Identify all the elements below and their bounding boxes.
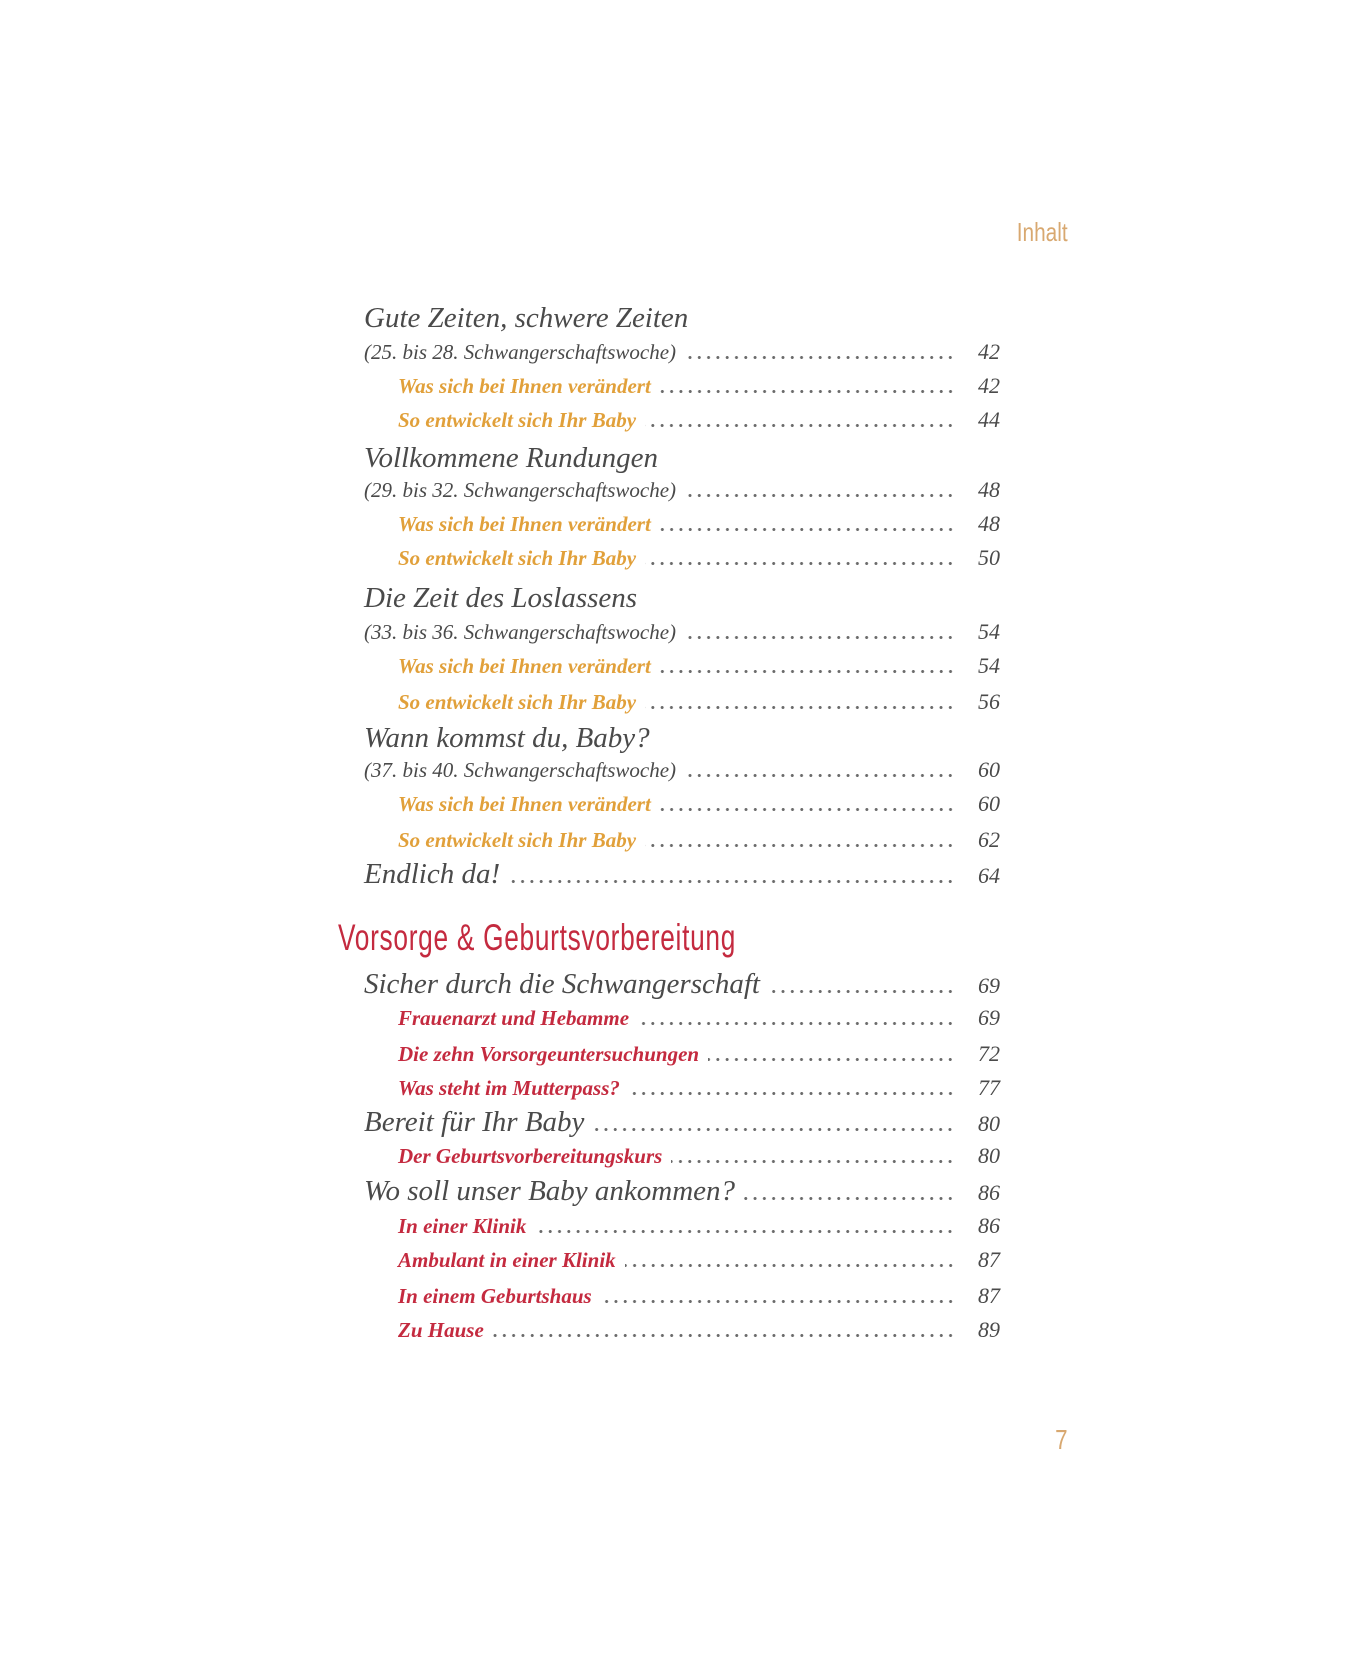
toc-chapter-entry	[364, 1102, 1000, 1142]
subentry-label: Zu Hause	[398, 1318, 484, 1342]
subentry-label: So entwickelt sich Ihr Baby	[398, 546, 637, 570]
chapter-label: Wo soll unser Baby ankommen?	[364, 1175, 736, 1207]
dot-leader	[685, 636, 955, 639]
page-ref: 42	[978, 339, 1000, 364]
toc-subentry	[398, 507, 1000, 541]
page-ref: 50	[978, 545, 1000, 570]
dot-leader	[671, 1160, 955, 1163]
toc-subentry	[398, 1209, 1000, 1243]
dot-leader	[638, 1022, 955, 1025]
toc-week-range-entry	[364, 473, 1000, 507]
page-ref: 44	[978, 407, 1000, 432]
toc-subentry	[398, 403, 1000, 437]
running-head: Inhalt	[1017, 217, 1068, 247]
subentry-label: Frauenarzt und Hebamme	[398, 1006, 630, 1030]
page-ref: 54	[978, 653, 1000, 678]
dot-leader	[601, 1300, 955, 1303]
page-ref: 60	[978, 757, 1000, 782]
subentry-label: Die zehn Vorsorgeuntersuchungen	[398, 1042, 700, 1066]
toc-subentry	[398, 1313, 1000, 1347]
page-ref: 60	[978, 791, 1000, 816]
dot-leader	[685, 774, 955, 777]
subentry-label: Der Geburtsvorbereitungskurs	[398, 1144, 663, 1168]
page-number: 7	[1055, 1424, 1068, 1455]
page-ref: 77	[978, 1075, 1000, 1100]
page-ref: 80	[978, 1143, 1000, 1168]
dot-leader	[625, 1264, 955, 1267]
dot-leader	[769, 990, 955, 993]
dot-leader	[535, 1230, 955, 1233]
toc-subentry	[398, 823, 1000, 857]
page-ref: 86	[978, 1213, 1000, 1238]
dot-leader	[685, 356, 955, 359]
dot-leader	[645, 424, 955, 427]
chapter-label: Sicher durch die Schwangerschaft	[364, 968, 760, 1000]
week-title-text: Wann kommst du, Baby?	[364, 722, 650, 754]
subentry-label: So entwickelt sich Ihr Baby	[398, 690, 637, 714]
page-ref: 54	[978, 619, 1000, 644]
toc-subentry	[398, 541, 1000, 575]
toc-week-range-entry	[364, 753, 1000, 787]
page-ref: 87	[978, 1247, 1000, 1272]
page-ref: 86	[978, 1180, 1000, 1205]
subentry-label: In einer Klinik	[398, 1214, 527, 1238]
toc-subentry	[398, 1037, 1000, 1071]
subentry-label: Was sich bei Ihnen verändert	[398, 654, 651, 678]
toc-subentry	[398, 787, 1000, 821]
toc-chapter-entry	[364, 1171, 1000, 1211]
subentry-label: Ambulant in einer Klinik	[398, 1248, 616, 1272]
dot-leader	[660, 528, 955, 531]
toc-week-title	[364, 578, 1000, 618]
subentry-label: In einem Geburtshaus	[398, 1284, 592, 1308]
page-ref: 89	[978, 1317, 1000, 1342]
page-ref: 42	[978, 373, 1000, 398]
dot-leader	[593, 1128, 955, 1131]
page-ref: 72	[978, 1041, 1000, 1066]
page-ref: 69	[978, 1005, 1000, 1030]
dot-leader	[509, 880, 955, 883]
week-title-text: Vollkommene Rundungen	[364, 442, 658, 474]
toc-chapter-entry	[364, 854, 1000, 894]
subentry-label: So entwickelt sich Ihr Baby	[398, 408, 637, 432]
week-range-label: (25. bis 28. Schwangerschaftswoche)	[364, 340, 677, 364]
toc-subentry	[398, 685, 1000, 719]
week-range-label: (33. bis 36. Schwangerschaftswoche)	[364, 620, 677, 644]
dot-leader	[645, 562, 955, 565]
dot-leader	[660, 390, 955, 393]
toc-week-title	[364, 298, 1000, 338]
toc-subentry	[398, 369, 1000, 403]
toc-subentry	[398, 649, 1000, 683]
page-ref: 69	[978, 973, 1000, 998]
toc-week-title	[364, 718, 1000, 758]
toc-subentry	[398, 1001, 1000, 1035]
dot-leader	[685, 494, 955, 497]
toc-week-title	[364, 438, 1000, 478]
toc-subentry	[398, 1071, 1000, 1105]
toc-subentry	[398, 1243, 1000, 1277]
dot-leader	[660, 808, 955, 811]
dot-leader	[493, 1334, 955, 1337]
toc-chapter-entry	[364, 964, 1000, 1004]
dot-leader	[660, 670, 955, 673]
toc-subentry	[398, 1139, 1000, 1173]
subentry-label: So entwickelt sich Ihr Baby	[398, 828, 637, 852]
toc-week-range-entry	[364, 615, 1000, 649]
toc-subentry	[398, 1279, 1000, 1313]
chapter-label: Endlich da!	[364, 858, 501, 890]
week-range-label: (29. bis 32. Schwangerschaftswoche)	[364, 478, 677, 502]
section-heading: Vorsorge & Geburtsvorbereitung	[338, 917, 737, 958]
dot-leader	[645, 706, 955, 709]
dot-leader	[645, 844, 955, 847]
week-title-text: Gute Zeiten, schwere Zeiten	[364, 302, 689, 334]
subentry-label: Was steht im Mutterpass?	[398, 1076, 620, 1100]
subentry-label: Was sich bei Ihnen verändert	[398, 792, 651, 816]
toc-week-range-entry	[364, 335, 1000, 369]
page-ref: 56	[978, 689, 1000, 714]
page-ref: 62	[978, 827, 1000, 852]
subentry-label: Was sich bei Ihnen verändert	[398, 512, 651, 536]
dot-leader	[744, 1197, 955, 1200]
week-range-label: (37. bis 40. Schwangerschaftswoche)	[364, 758, 677, 782]
page-ref: 48	[978, 477, 1000, 502]
week-title-text: Die Zeit des Loslassens	[364, 582, 638, 614]
dot-leader	[629, 1092, 955, 1095]
page-ref: 87	[978, 1283, 1000, 1308]
page-ref: 80	[978, 1111, 1000, 1136]
page-ref: 64	[978, 863, 1000, 888]
dot-leader	[708, 1058, 955, 1061]
page-ref: 48	[978, 511, 1000, 536]
subentry-label: Was sich bei Ihnen verändert	[398, 374, 651, 398]
chapter-label: Bereit für Ihr Baby	[364, 1106, 585, 1138]
